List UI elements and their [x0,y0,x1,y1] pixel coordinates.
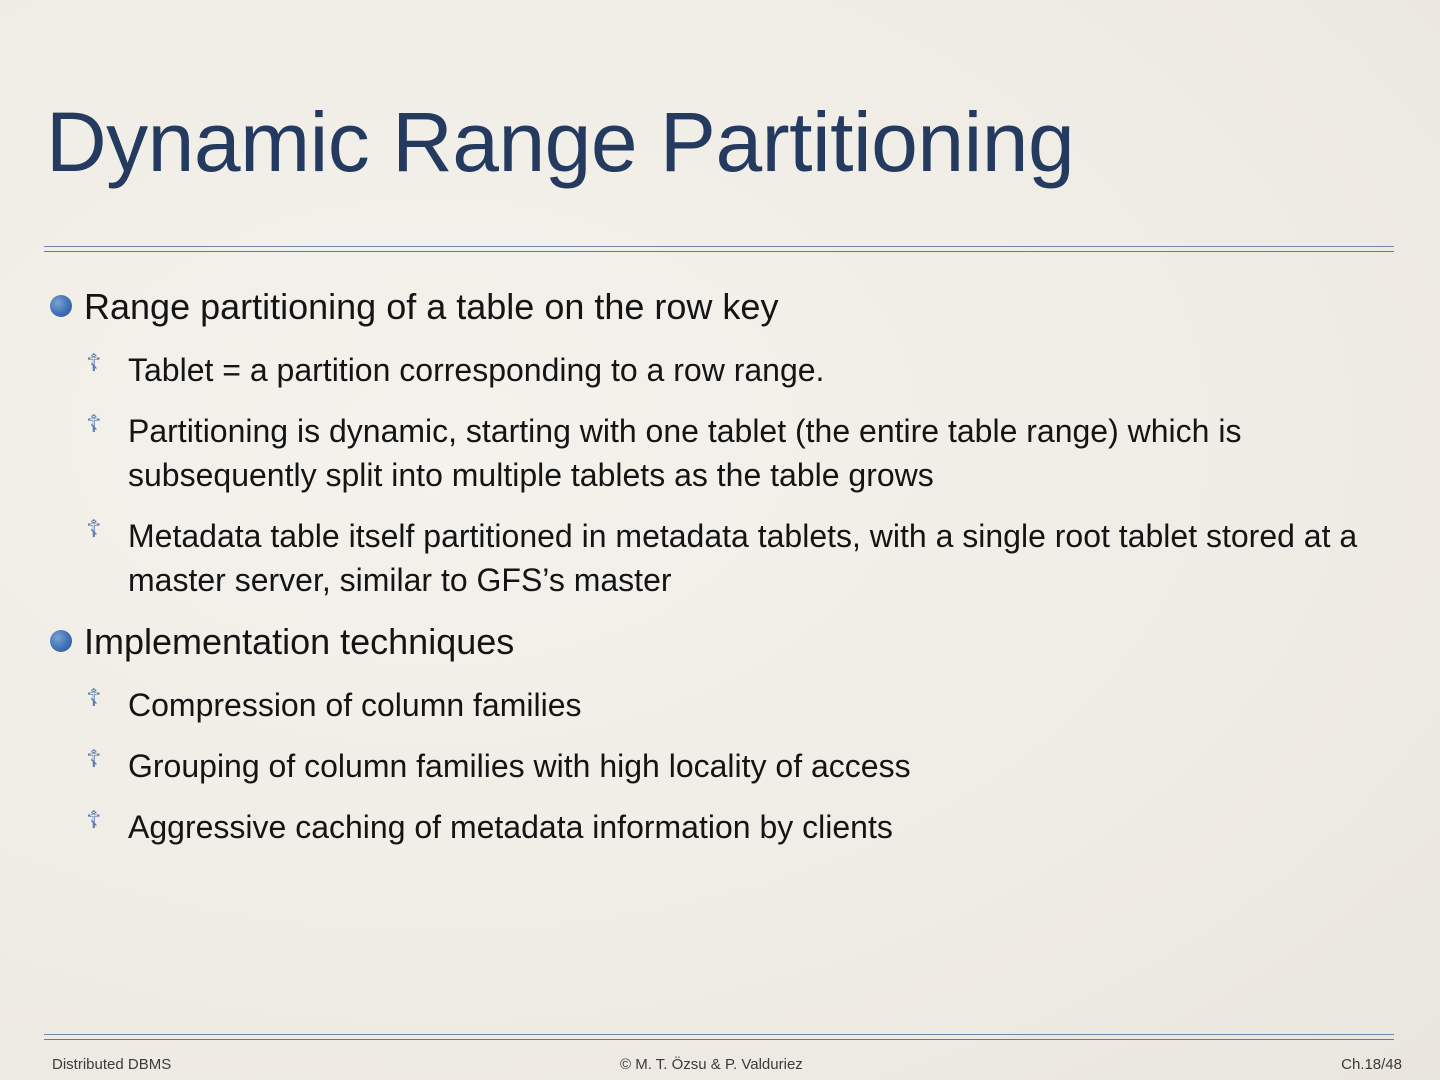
sub-bullet-item [86,744,1378,788]
title-divider [44,246,1394,252]
cross-marker-icon: ☦ [86,349,102,377]
cross-marker-icon: ☦ [86,806,102,834]
footer-divider [44,1034,1394,1040]
cross-marker-icon: ☦ [86,684,102,712]
sub-bullet-text: Metadata table itself partitioned in metadata tablets, with a single root tablet stored at a master server, similar to GFS’s master [128,518,1358,598]
sub-bullet-text: Grouping of column families with high locality of access [128,748,911,784]
footer-course: Distributed DBMS [52,1056,172,1073]
bullet-dot-icon [50,630,72,652]
sub-bullet-item [86,683,1378,727]
footer-page-number: Ch.18/48 [1341,1056,1402,1073]
bullet-dot-icon [50,295,72,317]
bullet-text: Implementation techniques [84,621,515,662]
sub-bullet-text: Partitioning is dynamic, starting with one tablet (the entire table range) which is subsequently split into multiple tablets as the table grows [128,413,1242,493]
sub-bullet-text: Tablet = a partition corresponding to a row range. [128,352,825,388]
cross-marker-icon: ☦ [86,745,102,773]
sub-bullet-item [86,409,1378,497]
sub-bullet-text: Aggressive caching of metadata information by clients [128,809,893,845]
sub-bullet-item [86,514,1378,602]
sub-bullet-item [86,805,1378,849]
sub-bullet-text: Compression of column families [128,687,582,723]
bullet-item [84,620,514,664]
bullet-text: Range partitioning of a table on the row key [84,286,779,327]
sub-bullet-item [86,348,1378,392]
cross-marker-icon: ☦ [86,515,102,543]
footer-copyright: © M. T. Özsu & P. Valduriez [620,1056,803,1073]
slide-title: Dynamic Range Partitioning [46,95,1075,189]
cross-marker-icon: ☦ [86,410,102,438]
bullet-item [84,285,778,329]
